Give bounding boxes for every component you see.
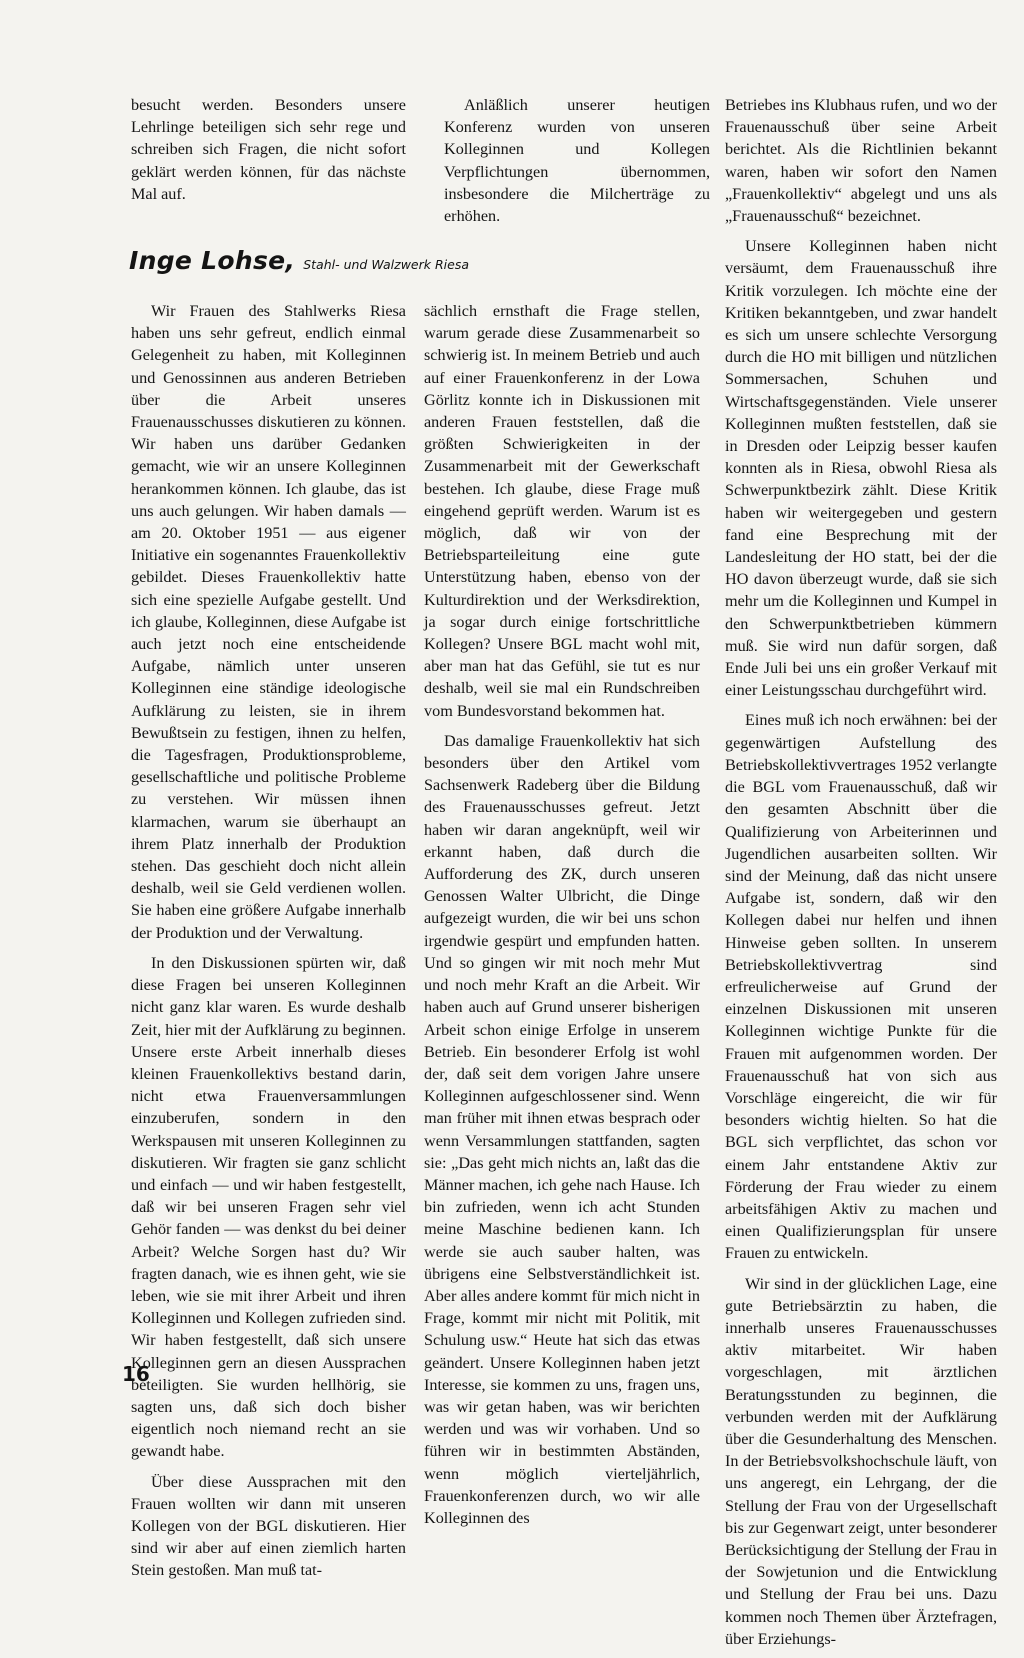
top-column-1 (131, 94, 406, 213)
paragraph: besucht werden. Besonders unsere Lehrlinge beteiligen sich sehr rege und schreiben sich Fragen, die nicht sofort geklärt werden können, für das nächste Mal auf. (131, 96, 406, 203)
paragraph: Anläßlich unserer heutigen Konferenz wurden von unseren Kolleginnen und Kollegen Verpflichtungen übernommen, insbesondere die Milcherträge zu erhöhen. (444, 96, 710, 226)
paragraph: Unsere Kolleginnen haben nicht versäumt, dem Frauenausschuß ihre Kritik vorzulegen. Ich möchte eine der Kritiken bekanntgeben, und zwar handelt es sich um unsere schlechte Versorgung durch die HO mit billigen und nützlichen Sommersachen, Schuhen und Wirtschaftsgegenständen. Viele unserer Kolleginnen mußten feststellen, daß sie in Dresden oder Leipzig besser kaufen konnten als in Riesa, obwohl Riesa als Schwerpunktbezirk zählt. Diese Kritik haben wir weitergegeben und gestern fand eine Besprechung mit der Landesleitung der HO statt, bei der die HO davon überzeugt wurde, daß sie sich mehr um die Kolleginnen und Kumpel in den Schwerpunktbetrieben kümmern muß. Sie wird nun dafür sorgen, daß Ende Juli bei uns ein großer Verkauf mit einer Leistungsschau durchgeführt wird. (725, 237, 997, 700)
paragraph: Betriebes ins Klubhaus rufen, und wo der Frauenausschuß über seine Arbeit berichtet. Als die Richtlinien bekannt waren, haben wir sofort den Namen „Frauenkollektiv“ abgelegt und uns als „Frauenausschuß“ bezeichnet. (725, 96, 997, 226)
author-name: Inge Lohse, (129, 246, 296, 275)
paragraph: sächlich ernsthaft die Frage stellen, warum gerade diese Zusammenarbeit so schwierig ist. In meinem Betrieb und auch auf einer Frauenkonferenz in der Lowa Görlitz konnte ich in Diskussionen mit anderen Frauen feststellen, daß die größten Schwierigkeiten in der Zusammenarbeit mit der Gewerkschaft bestehen. Ich glaube, diese Frage muß eingehend geprüft werden. Warum ist es möglich, daß wir von der Betriebsparteileitung eine gute Unterstützung haben, ebenso von der Kulturdirektion und der Werksdirektion, ja sogar durch einige fortschrittliche Kollegen? Unsere BGL macht wohl mit, aber man hat das Gefühl, sie tut es nur deshalb, weil sie mal ein Rundschreiben vom Bundesvorstand bekommen hat. (424, 302, 700, 720)
paragraph: In den Diskussionen spürten wir, daß diese Fragen bei unseren Kolleginnen nicht ganz klar waren. Es wurde deshalb Zeit, hier mit der Aufklärung zu beginnen. Unsere erste Arbeit innerhalb dieses kleinen Frauenkollektivs bestand darin, nicht etwa Frauenversammlungen einzuberufen, sondern in den Werkspausen mit unseren Kolleginnen zu diskutieren. Wir fragten sie ganz schlicht und einfach — und wir haben festgestellt, daß wir bei unseren Fragen sehr viel Gehör fanden — was denkst du bei deiner Arbeit? Welche Sorgen hast du? Wir fragten danach, wie es ihnen geht, wie sie leben, wie sie mit ihrer Arbeit und ihren Kolleginnen und Kollegen zufrieden sind. Wir haben festgestellt, daß sich unsere Kolleginnen gern an diesen Aussprachen beteiligten. Sie wurden hellhörig, sie sagten uns, daß sich doch bisher eigentlich noch niemand recht an sie gewandt habe. (131, 953, 406, 1461)
paragraph: Wir Frauen des Stahlwerks Riesa haben uns sehr gefreut, endlich einmal Gelegenheit zu haben, mit Kolleginnen und Genossinnen aus anderen Betrieben über die Arbeit unseres Frauenausschusses diskutieren zu können. Wir haben uns darüber Gedanken gemacht, wie wir an unsere Kolleginnen herankommen können. Ich glaube, das ist uns auch gelungen. Wir haben damals — am 20. Oktober 1951 — aus eigener Initiative ein sogenanntes Frauenkollektiv gebildet. Dieses Frauenkollektiv hatte sich eine spezielle Aufgabe gestellt. Und ich glaube, Kolleginnen, diese Aufgabe ist auch jetzt noch eine entscheidende Aufgabe, nämlich unter unseren Kolleginnen eine ständige ideologische Aufklärung zu leisten, sie in ihrem Bewußtsein zu festigen, ihnen zu helfen, die Tagesfragen, Produktionsprobleme, gesellschaftliche und politische Probleme zu verstehen. Wir müssen ihnen klarmachen, warum sie überhaupt an ihrem Platz innerhalb der Produktion stehen. Das geschieht doch nicht allein deshalb, weil sie Geld verdienen wollen. Sie haben eine größere Aufgabe innerhalb der Produktion und der Verwaltung. (131, 302, 406, 942)
paragraph: Das damalige Frauenkollektiv hat sich besonders über den Artikel vom Sachsenwerk Radeberg über die Bildung des Frauenausschusses gefreut. Jetzt haben wir daran angeknüpft, weil wir erkannt haben, daß durch die Aufforderung des ZK, durch unseren Genossen Walter Ulbricht, die Dinge aufgezeigt wurden, die wir bei uns schon irgendwie gespürt und empfunden hatten. Und so gingen wir mit noch mehr Mut und noch mehr Kraft an die Arbeit. Wir haben auch auf Grund unserer bisherigen Arbeit schon einige Erfolge in unserem Betrieb. Ein besonderer Erfolg ist wohl der, daß seit dem vorigen Jahre unsere Kolleginnen aufgeschlossener sind. Wenn man früher mit ihnen etwas besprach oder wenn Versammlungen stattfanden, sagten sie: „Das geht mich nichts an, laßt das die Männer machen, ich gehe nach Hause. Ich bin zufrieden, wenn ich acht Stunden meine Maschine bedienen kann. Ich werde sie auch sauber halten, was übrigens eine Selbstverständlichkeit ist. Aber alles andere kommt für mich nicht in Frage, kommt mir nicht mit Politik, mit Schulung usw.“ Heute hat sich das etwas geändert. Unsere Kolleginnen haben jetzt Interesse, sie kommen zu uns, fragen uns, was wir getan haben, was wir berichten werden und was wir vorhaben. Und so führen wir in bestimmten Abständen, wenn möglich vierteljährlich, Frauenkonferenzen durch, wo wir alle Kolleginnen des (424, 731, 700, 1527)
paragraph: Eines muß ich noch erwähnen: bei der gegenwärtigen Aufstellung des Betriebskollektivvertrages 1952 verlangte die BGL vom Frauenausschuß, daß wir den gesamten Abschnitt über die Qualifizierung von Arbeiterinnen und Jugendlichen ausarbeiten sollten. Wir sind der Meinung, daß das nicht unsere Aufgabe ist, sondern, daß wir den Kollegen dabei nur helfen und ihnen Hinweise geben sollten. In unserem Betriebskollektivvertrag sind erfreulicherweise auf Grund der einzelnen Diskussionen mit unseren Kolleginnen wichtige Punkte für die Frauen mit aufgenommen worden. Der Frauenausschuß hat von sich aus Vorschläge eingereicht, die wir für besonders wichtig hielten. So hat die BGL sich verpflichtet, das schon vor einem Jahr entstandene Aktiv zur Förderung der Frau wieder zu einem arbeitsfähigen Aktiv zu machen und einen Qualifizierungsplan für unsere Frauen zu entwickeln. (725, 711, 997, 1263)
article-byline (129, 246, 469, 275)
top-column-2 (444, 94, 710, 235)
article-column-1 (131, 300, 406, 1590)
paragraph: Wir sind in der glücklichen Lage, eine gute Betriebsärztin zu haben, die innerhalb unseres Frauenausschusses aktiv mitarbeitet. Wir haben vorgeschlagen, mit ärztlichen Beratungsstunden zu beginnen, die verbunden werden mit der Aufklärung über die Gesunderhaltung des Menschen. In der Betriebsvolkshochschule läuft, von uns angeregt, ein Lehrgang, der die Stellung der Frau von der Urgesellschaft bis zur Gegenwart zeigt, unter besonderer Berücksichtigung der Stellung der Frau in der Sowjetunion und die Entwicklung und Stellung der Frau bei uns. Dazu kommen noch Themen über Ärztefragen, über Erziehungs- (725, 1274, 997, 1648)
paragraph: Über diese Aussprachen mit den Frauen wollten wir dann mit unseren Kollegen von der BGL diskutieren. Hier sind wir aber auf einen ziemlich harten Stein gestoßen. Man muß tat- (131, 1472, 406, 1580)
page-number: 16 (122, 1362, 150, 1386)
author-affiliation: Stahl- und Walzwerk Riesa (303, 257, 469, 272)
article-column-3 (725, 94, 997, 1658)
article-column-2 (424, 300, 700, 1537)
